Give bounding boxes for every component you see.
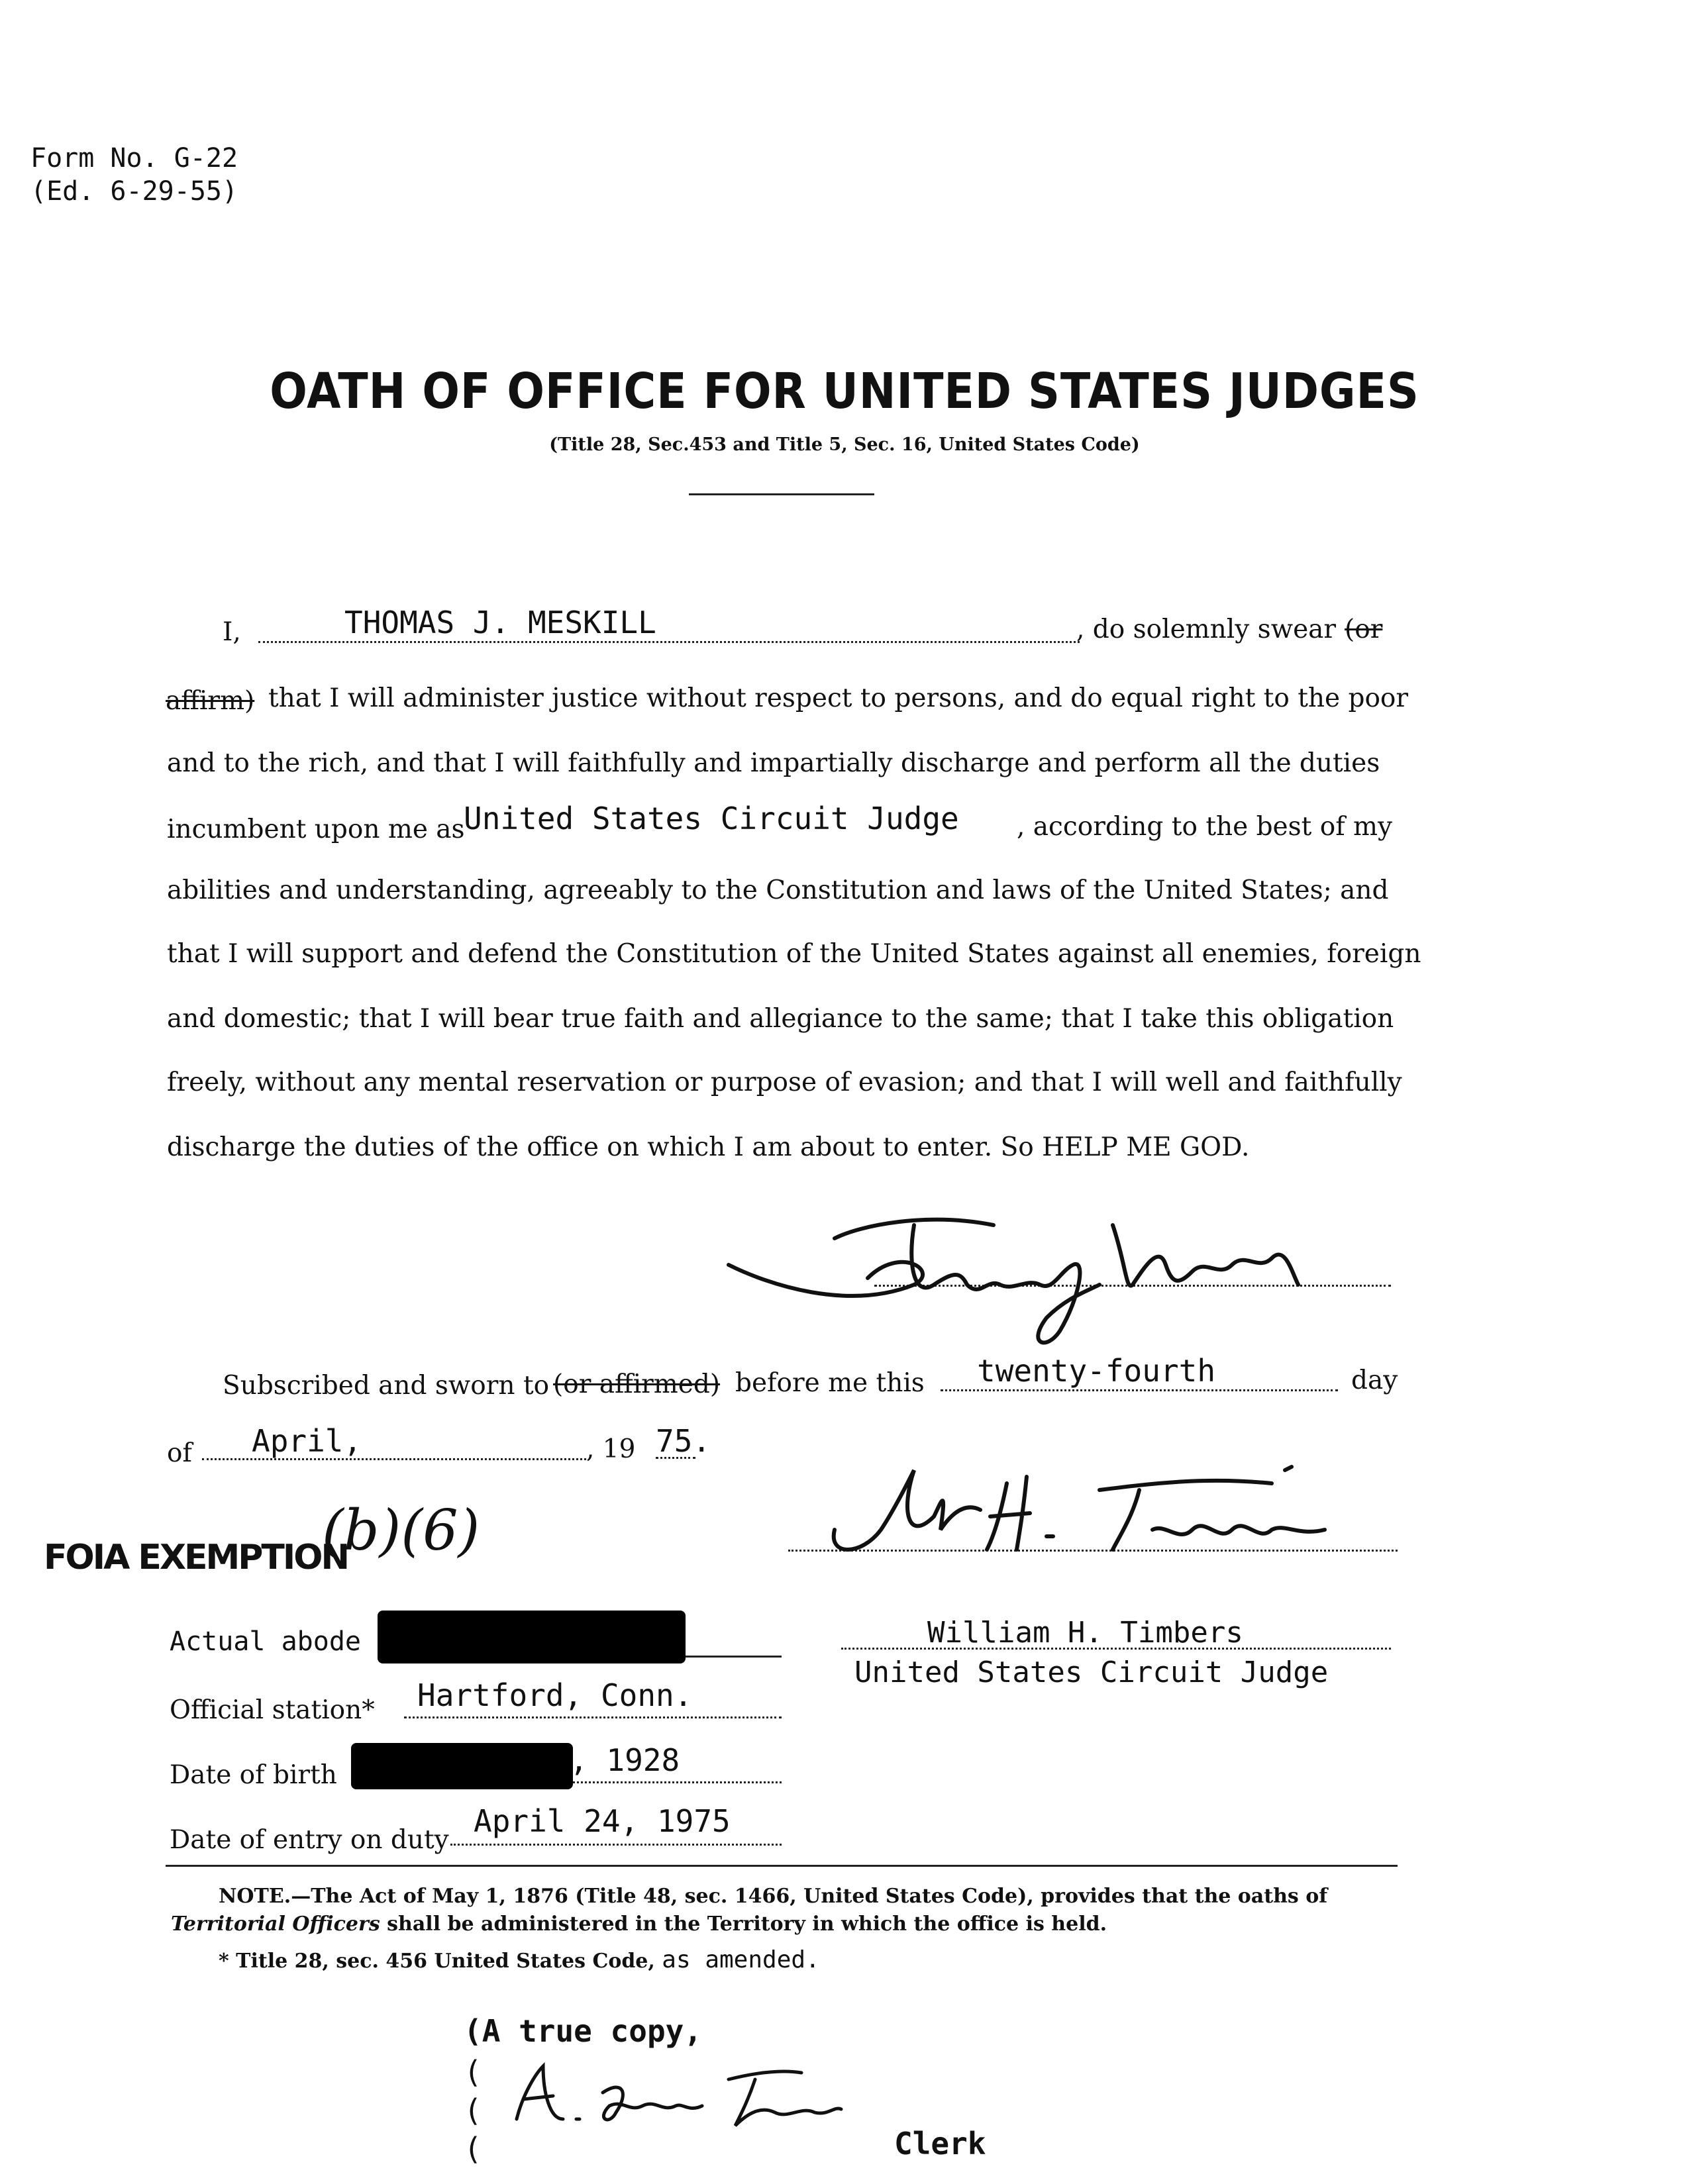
footnote-typed: as amended. <box>662 1946 820 1973</box>
form-number-block <box>30 142 238 208</box>
abode-label: Actual abode <box>170 1626 361 1657</box>
note-lead: NOTE.— <box>219 1885 311 1908</box>
foia-exemption-stamp: FOIA EXEMPTION <box>44 1538 348 1577</box>
officer-name: William H. Timbers <box>927 1616 1243 1650</box>
day-field-line <box>941 1389 1338 1391</box>
oath-line-2: that I will administer justice without respect to persons, and do equal right to the poor <box>268 683 1409 713</box>
birth-redaction <box>351 1743 573 1789</box>
day-label: day <box>1351 1365 1398 1395</box>
oath-line-4-end: , according to the best of my <box>1017 812 1393 842</box>
name-field-line <box>258 641 1080 643</box>
true-copy-text: (A true copy, <box>464 2013 703 2049</box>
station-label: Official station* <box>170 1695 375 1725</box>
note-divider <box>166 1865 1398 1867</box>
of-label: of <box>167 1438 192 1468</box>
officer-title: United States Circuit Judge <box>854 1656 1329 1689</box>
oath-position: United States Circuit Judge <box>464 801 959 836</box>
note-line-2 <box>171 1911 1107 1938</box>
footnote <box>219 1947 820 1975</box>
true-copy-brackets: ( ( ( <box>464 2054 482 2167</box>
foia-exemption-code: (b)(6) <box>322 1498 480 1563</box>
footnote-text: * Title 28, sec. 456 United States Code, <box>219 1950 655 1973</box>
form-number: Form No. G-22 <box>30 143 238 174</box>
note-italic-text: Territorial Officers <box>171 1912 380 1936</box>
birth-field-line <box>573 1781 782 1783</box>
note-line-1 <box>219 1883 1327 1910</box>
month-value: April, <box>252 1423 362 1459</box>
oath-line-4-start: incumbent upon me as <box>167 815 465 844</box>
subscribed-start: Subscribed and sworn to <box>223 1371 550 1401</box>
station-field-line <box>404 1716 782 1718</box>
oath-line-9: discharge the duties of the office on which I am about to enter. So HELP ME GOD. <box>167 1132 1250 1162</box>
entry-label: Date of entry on duty <box>170 1825 449 1855</box>
day-value: twenty-fourth <box>977 1353 1216 1389</box>
form-edition: (Ed. 6-29-55) <box>30 176 238 207</box>
document-title: OATH OF OFFICE FOR UNITED STATES JUDGES <box>270 363 1419 420</box>
oath-line-3: and to the rich, and that I will faithfully and impartially discharge and perform all the duties <box>167 748 1380 778</box>
birth-value: , 1928 <box>570 1742 680 1778</box>
birth-label: Date of birth <box>170 1760 337 1790</box>
struck-affirmed-text: (or affirmed) <box>553 1369 721 1399</box>
oath-name: THOMAS J. MESKILL <box>344 605 656 640</box>
clerk-label: Clerk <box>894 2126 986 2161</box>
subscribed-mid: before me this <box>735 1368 925 1398</box>
oath-line-8: freely, without any mental reservation or purpose of evasion; and that I will well and faithfully <box>167 1067 1402 1097</box>
clerk-signature <box>503 2053 848 2139</box>
year-value: 75. <box>656 1423 711 1459</box>
entry-value: April 24, 1975 <box>474 1803 731 1839</box>
year-prefix: , 19 <box>586 1434 636 1464</box>
oath-pronoun: I, <box>223 617 241 647</box>
note-text-1: The Act of May 1, 1876 (Title 48, sec. 1466, United States Code), provides that the oaths of <box>311 1885 1328 1908</box>
entry-field-line <box>450 1844 782 1846</box>
officer-signature <box>808 1457 1364 1569</box>
affiant-signature <box>715 1185 1331 1364</box>
note-text-2: shall be administered in the Territory in which the office is held. <box>380 1912 1107 1936</box>
oath-line-5: abilities and understanding, agreeably to the Constitution and laws of the United States; and <box>167 875 1389 905</box>
oath-line-6: that I will support and defend the Constitution of the United States against all enemies, foreign <box>167 939 1421 969</box>
abode-field-line <box>686 1656 782 1658</box>
station-value: Hartford, Conn. <box>417 1677 693 1713</box>
struck-affirm-text: affirm) <box>166 686 255 716</box>
title-divider <box>689 493 874 495</box>
abode-redaction <box>378 1611 686 1663</box>
oath-line-7: and domestic; that I will bear true faith and allegiance to the same; that I take this obligation <box>167 1004 1394 1034</box>
struck-or-text: (or <box>1345 615 1383 644</box>
title-citation: (Title 28, Sec.453 and Title 5, Sec. 16, United States Code) <box>549 434 1140 455</box>
oath-swear-text: , do solemnly swear <box>1076 615 1337 644</box>
